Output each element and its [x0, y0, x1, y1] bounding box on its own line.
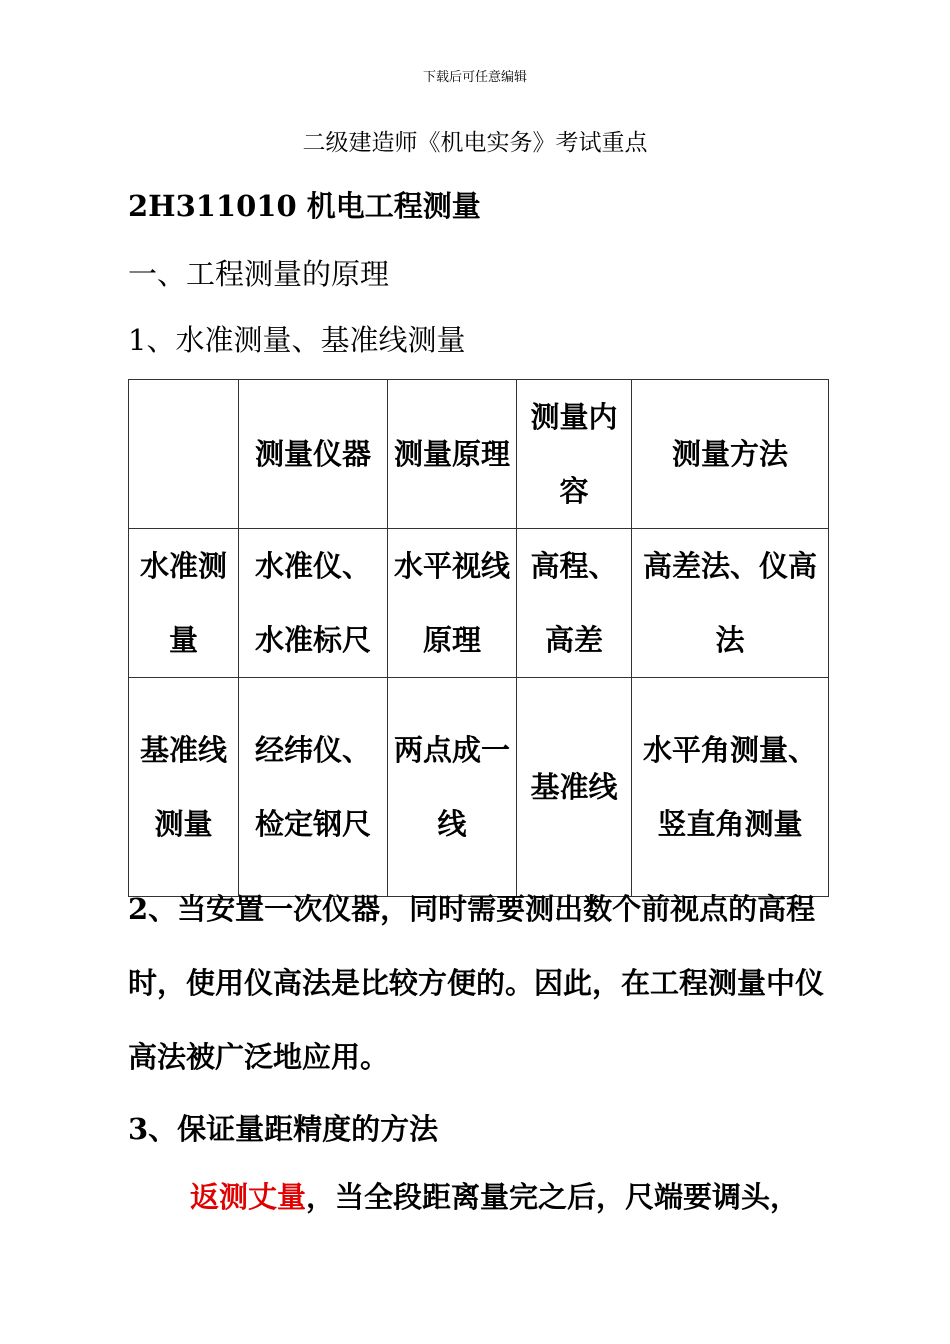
table-cell: 水平视线原理	[388, 529, 517, 678]
table-cell: 高差法、仪高法	[632, 529, 829, 678]
table-cell: 水准仪、水准标尺	[239, 529, 388, 678]
table-header-cell: 测量方法	[632, 380, 829, 529]
table-cell: 基准线测量	[129, 678, 239, 897]
table-row	[129, 678, 829, 897]
table-header-cell: 测量仪器	[239, 380, 388, 529]
subsection-3-heading: 3、保证量距精度的方法	[128, 1112, 439, 1146]
header-note: 下载后可任意编辑	[422, 70, 527, 85]
subsection-1-heading: 1、水准测量、基准线测量	[128, 323, 466, 357]
paragraph-2: 2、当安置一次仪器，同时需要测出数个前视点的高程时，使用仪高法是比较方便的。因此，在工程测量中仪高法被广泛地应用。	[128, 892, 825, 1074]
highlight-term: 返测丈量	[190, 1180, 307, 1214]
table-header-row	[129, 380, 829, 529]
table-cell: 基准线	[517, 678, 632, 897]
table-cell: 水平角测量、竖直角测量	[632, 678, 829, 897]
document-title: 二级建造师《机电实务》考试重点	[302, 130, 648, 156]
table-row	[129, 529, 829, 678]
section-code-heading: 2H311010 机电工程测量	[128, 189, 481, 223]
paragraph-3	[128, 1160, 832, 1234]
table-cell: 两点成一线	[388, 678, 517, 897]
table-cell: 水准测量	[129, 529, 239, 678]
table-header-cell: 测量原理	[388, 380, 517, 529]
section-one-heading: 一、工程测量的原理	[128, 257, 390, 291]
paragraph-3-text: ，当全段距离量完之后，尺端要调头，	[306, 1180, 800, 1214]
table-cell: 高程、高差	[517, 529, 632, 678]
table-cell: 经纬仪、检定钢尺	[239, 678, 388, 897]
survey-methods-table	[128, 379, 829, 897]
table-header-cell: 测量内容	[517, 380, 632, 529]
table-header-cell	[129, 380, 239, 529]
